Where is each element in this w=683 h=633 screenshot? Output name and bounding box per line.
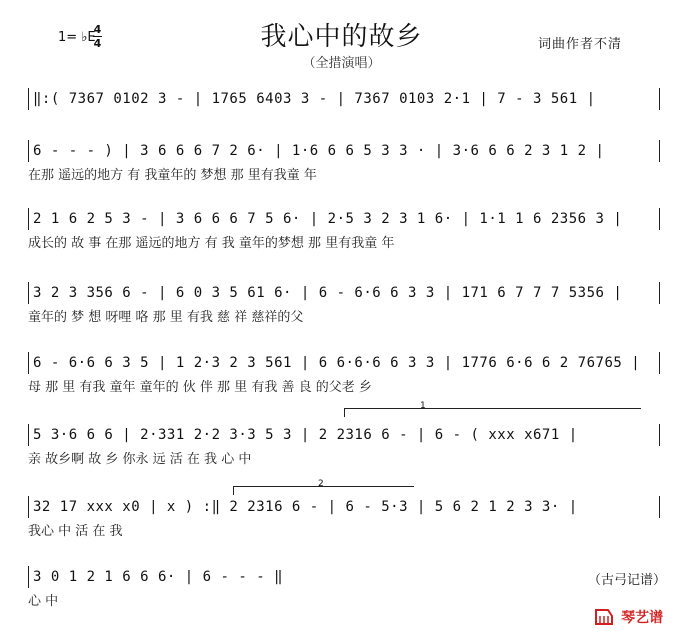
performer-note: （全措演唱） xyxy=(302,56,381,71)
notation-line: 2 1 6 2 5 3 - | 3 6 6 6 7 5 6· | 2·5 3 2 3 1 6· | 1·1 1 6 2356 3 | xyxy=(28,208,660,230)
transcriber-note: （古弓记谱） xyxy=(588,573,667,588)
lyric-line: 亲 故乡啊 故 乡 你永 远 活 在 我 心 中 xyxy=(28,452,252,467)
notation-line: 6 - 6·6 6 3 5 | 1 2·3 2 3 561 | 6 6·6·6 6 3 3 | 1776 6·6 6 2 76765 | xyxy=(28,352,660,374)
lyric-line: 童年的 梦 想 呀哩 咯 那 里 有我 慈 祥 慈祥的父 xyxy=(28,310,304,325)
lyric-line: 心 中 xyxy=(28,594,59,609)
song-title: 我心中的故乡 xyxy=(260,22,423,52)
notation-line: 3 2 3 356 6 - | 6 0 3 5 61 6· | 6 - 6·6 6 3 3 | 171 6 7 7 7 5356 | xyxy=(28,282,660,304)
watermark-brand: 琴艺谱 xyxy=(621,609,664,626)
composer-credit: 词曲作者不清 xyxy=(538,37,623,52)
lyric-line: 成长的 故 事 在那 遥远的地方 有 我 童年的梦想 那 里有我童 年 xyxy=(28,236,395,251)
volta-number-1: 1 xyxy=(420,401,426,411)
lyric-line: 我心 中 活 在 我 xyxy=(28,524,123,539)
piano-logo-icon xyxy=(594,608,614,626)
lyric-line: 在那 遥远的地方 有 我童年的 梦想 那 里有我童 年 xyxy=(28,168,317,183)
volta-bracket-1 xyxy=(344,408,641,417)
volta-number-2: 2 xyxy=(318,479,324,489)
notation-line: 32 17 xxx x0 | x ) :‖ 2 2316 6 - | 6 - 5·3 | 5 6 2 1 2 3 3· | xyxy=(28,496,660,518)
lyric-line: 母 那 里 有我 童年 童年的 伙 伴 那 里 有我 善 良 的父老 乡 xyxy=(28,380,372,395)
key-signature: 1= ♭E xyxy=(58,30,96,45)
notation-line: 5 3·6 6 6 | 2·331 2·2 3·3 5 3 | 2 2316 6 - | 6 - ( xxx x671 | xyxy=(28,424,660,446)
time-signature-bottom: 4 xyxy=(93,37,102,50)
notation-line: ‖:( 7367 0102 3 - | 1765 6403 3 - | 7367 0103 2·1 | 7 - 3 561 | xyxy=(28,88,660,110)
notation-line: 3 0 1 2 1 6 6 6· | 6 - - - ‖ xyxy=(28,566,328,588)
time-signature-top: 4 xyxy=(93,23,102,36)
watermark-logo[interactable] xyxy=(594,606,663,630)
lyric-line xyxy=(28,114,660,134)
notation-line: 6 - - - ) | 3 6 6 6 7 2 6· | 1·6 6 6 5 3 3 · | 3·6 6 6 2 3 1 2 | xyxy=(28,140,660,162)
